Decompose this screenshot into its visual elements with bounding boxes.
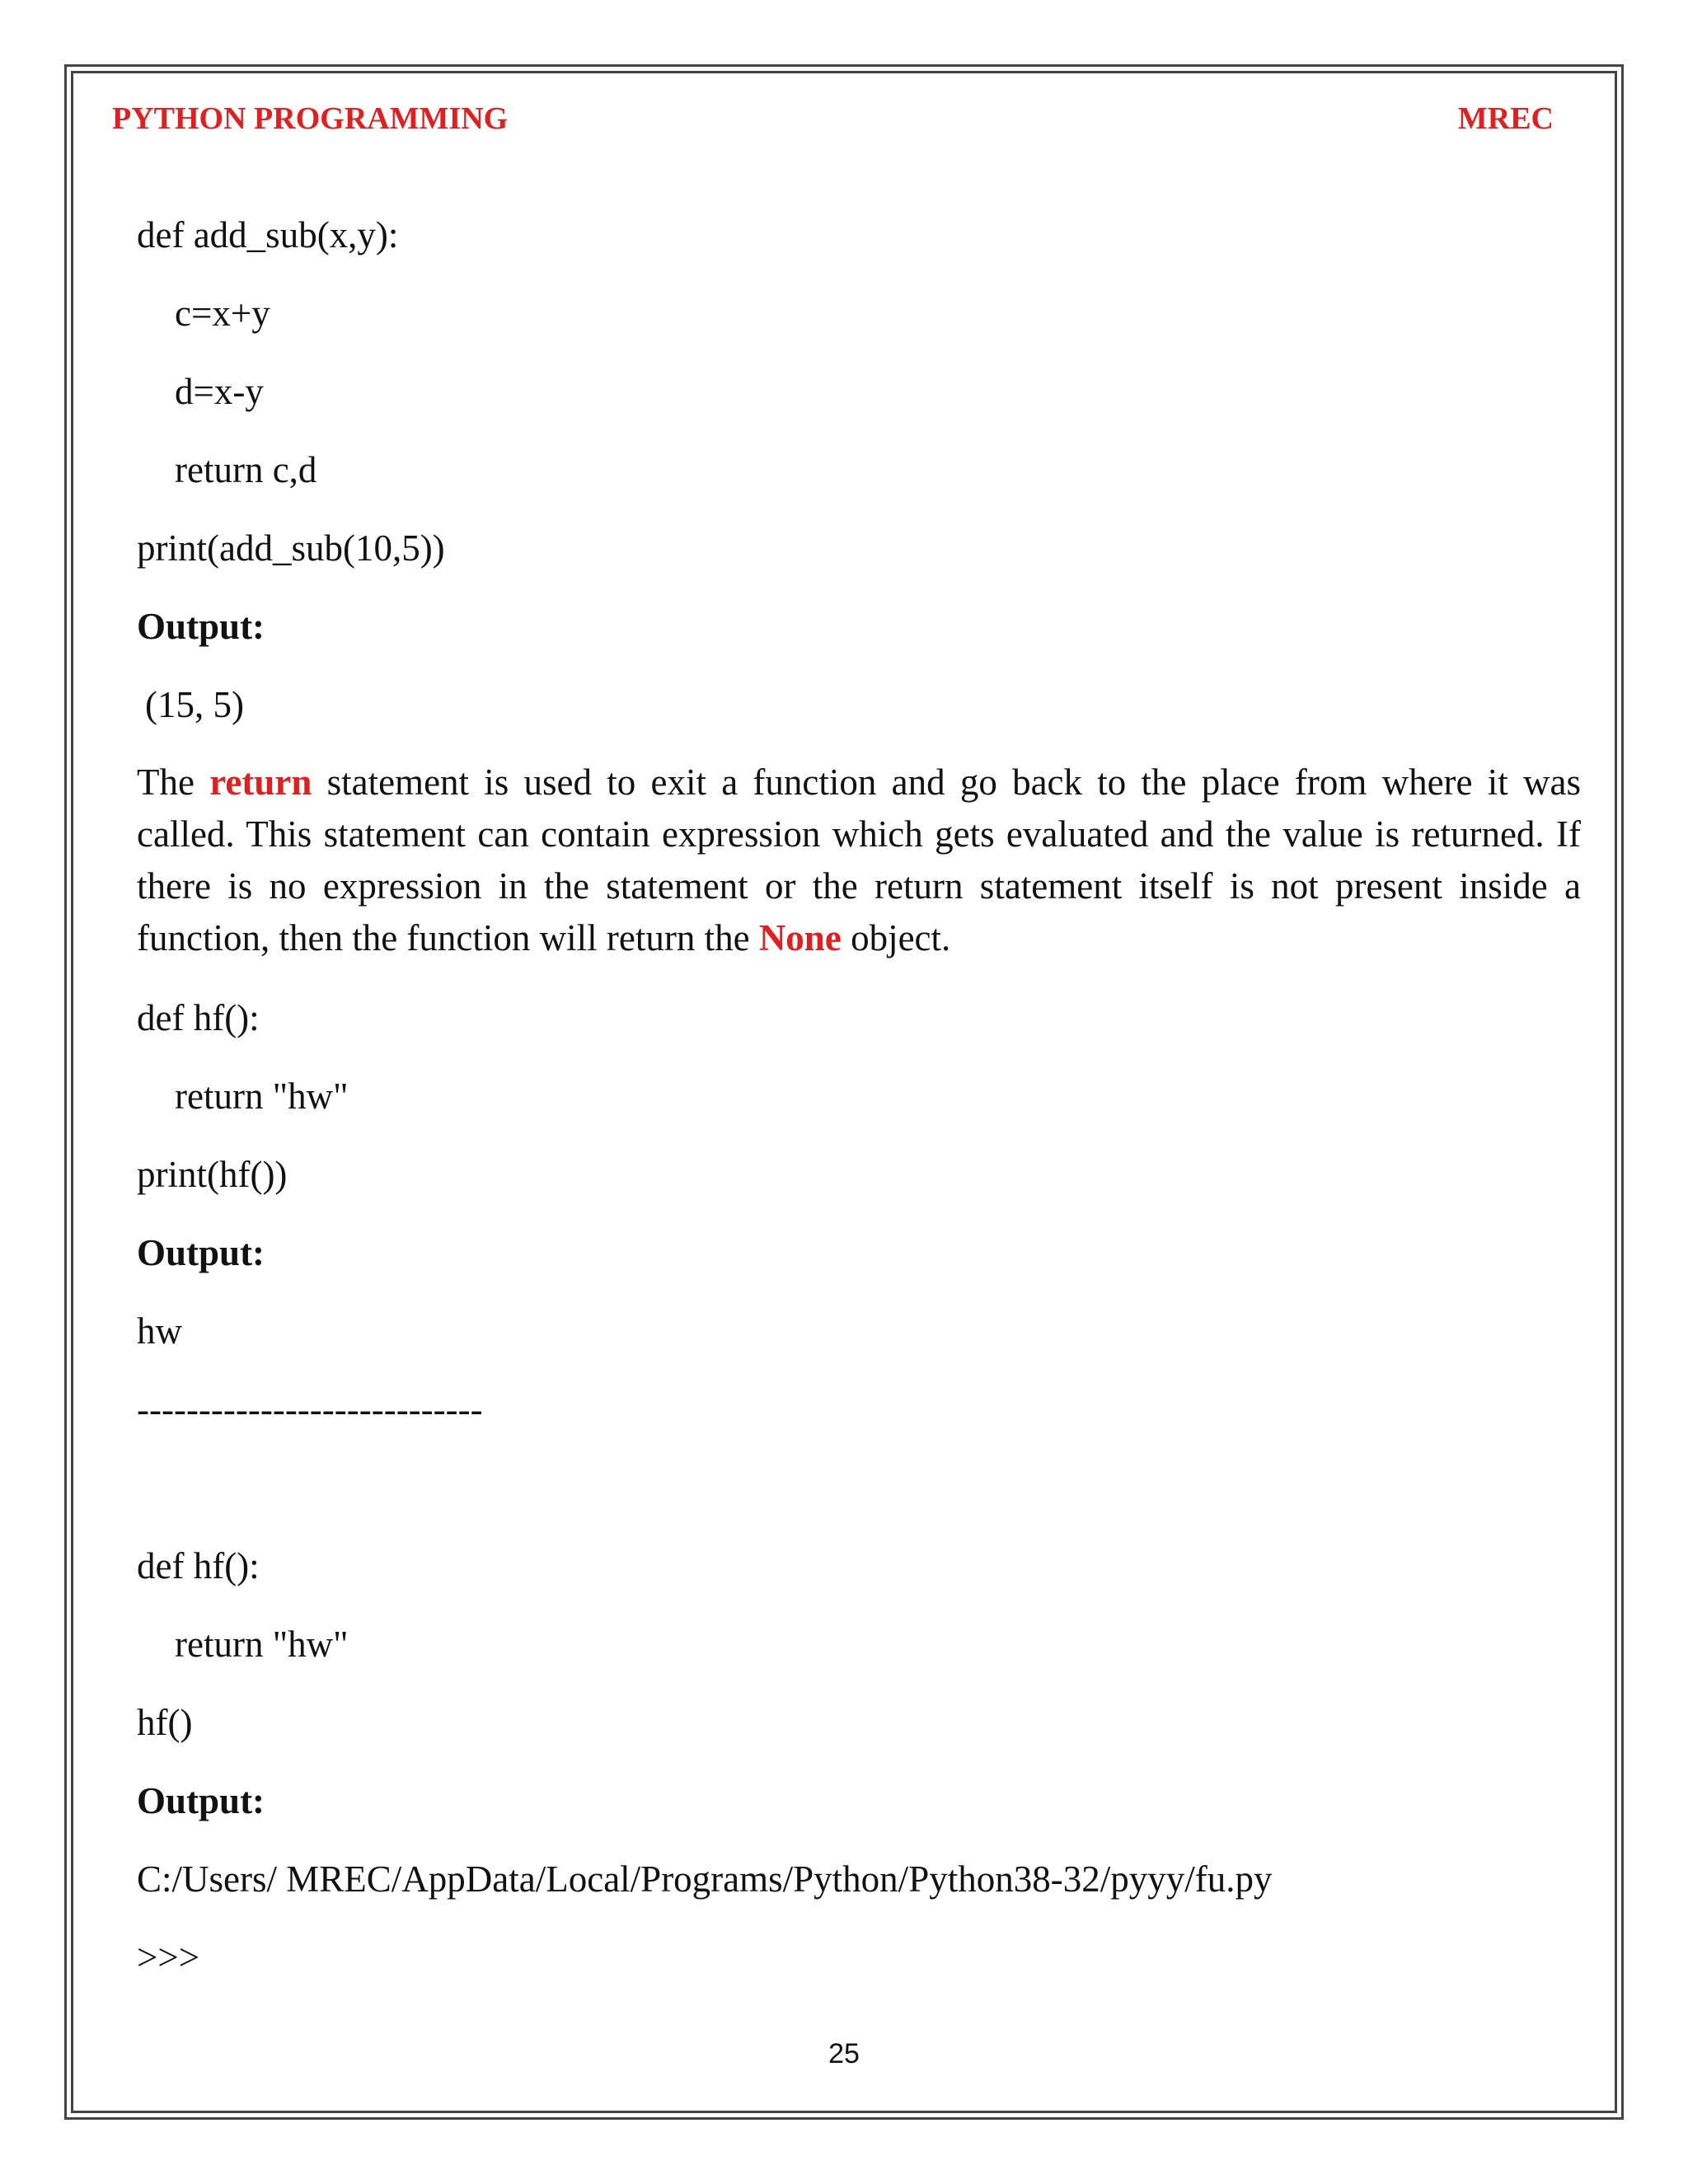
keyword-none: None [758,917,842,958]
code-line: return "hw" [175,1624,349,1665]
header-title: PYTHON PROGRAMMING [112,101,509,136]
code-line: c=x+y [175,293,270,334]
code-line: def hf(): [137,997,260,1038]
explanation-text: The [137,762,210,803]
code-line: def add_sub(x,y): [137,214,399,255]
output-label: Output: [137,606,265,647]
output-value: (15, 5) [145,684,244,725]
header-institution: MREC [1457,101,1554,136]
code-line: return "hw" [175,1076,349,1117]
separator-line: ---------------------------- [137,1389,483,1430]
code-line: return c,d [175,449,317,490]
explanation-text: object. [841,917,951,958]
code-line: d=x-y [175,371,264,412]
code-line: print(add_sub(10,5)) [137,527,445,569]
explanation-text: statement is used to exit a function and go back to the place from where it was called. This statement can contain expression which gets evaluated and the value is returned. If there is no expression in the statement or the return statement itself is not present inside a function, then the function will return the [137,762,1581,958]
output-value: hw [137,1310,182,1352]
keyword-return: return [209,762,312,803]
explanation-paragraph [137,757,1581,964]
output-label: Output: [137,1232,265,1273]
output-label: Output: [137,1780,265,1821]
code-line: def hf(): [137,1545,260,1586]
page-number: 25 [828,2038,860,2069]
output-path: C:/Users/ MREC/AppData/Local/Programs/Python/Python38-32/pyyy/fu.py [137,1858,1273,1900]
shell-prompt: >>> [137,1937,200,1978]
code-line: print(hf()) [137,1154,288,1195]
code-line: hf() [137,1702,193,1743]
